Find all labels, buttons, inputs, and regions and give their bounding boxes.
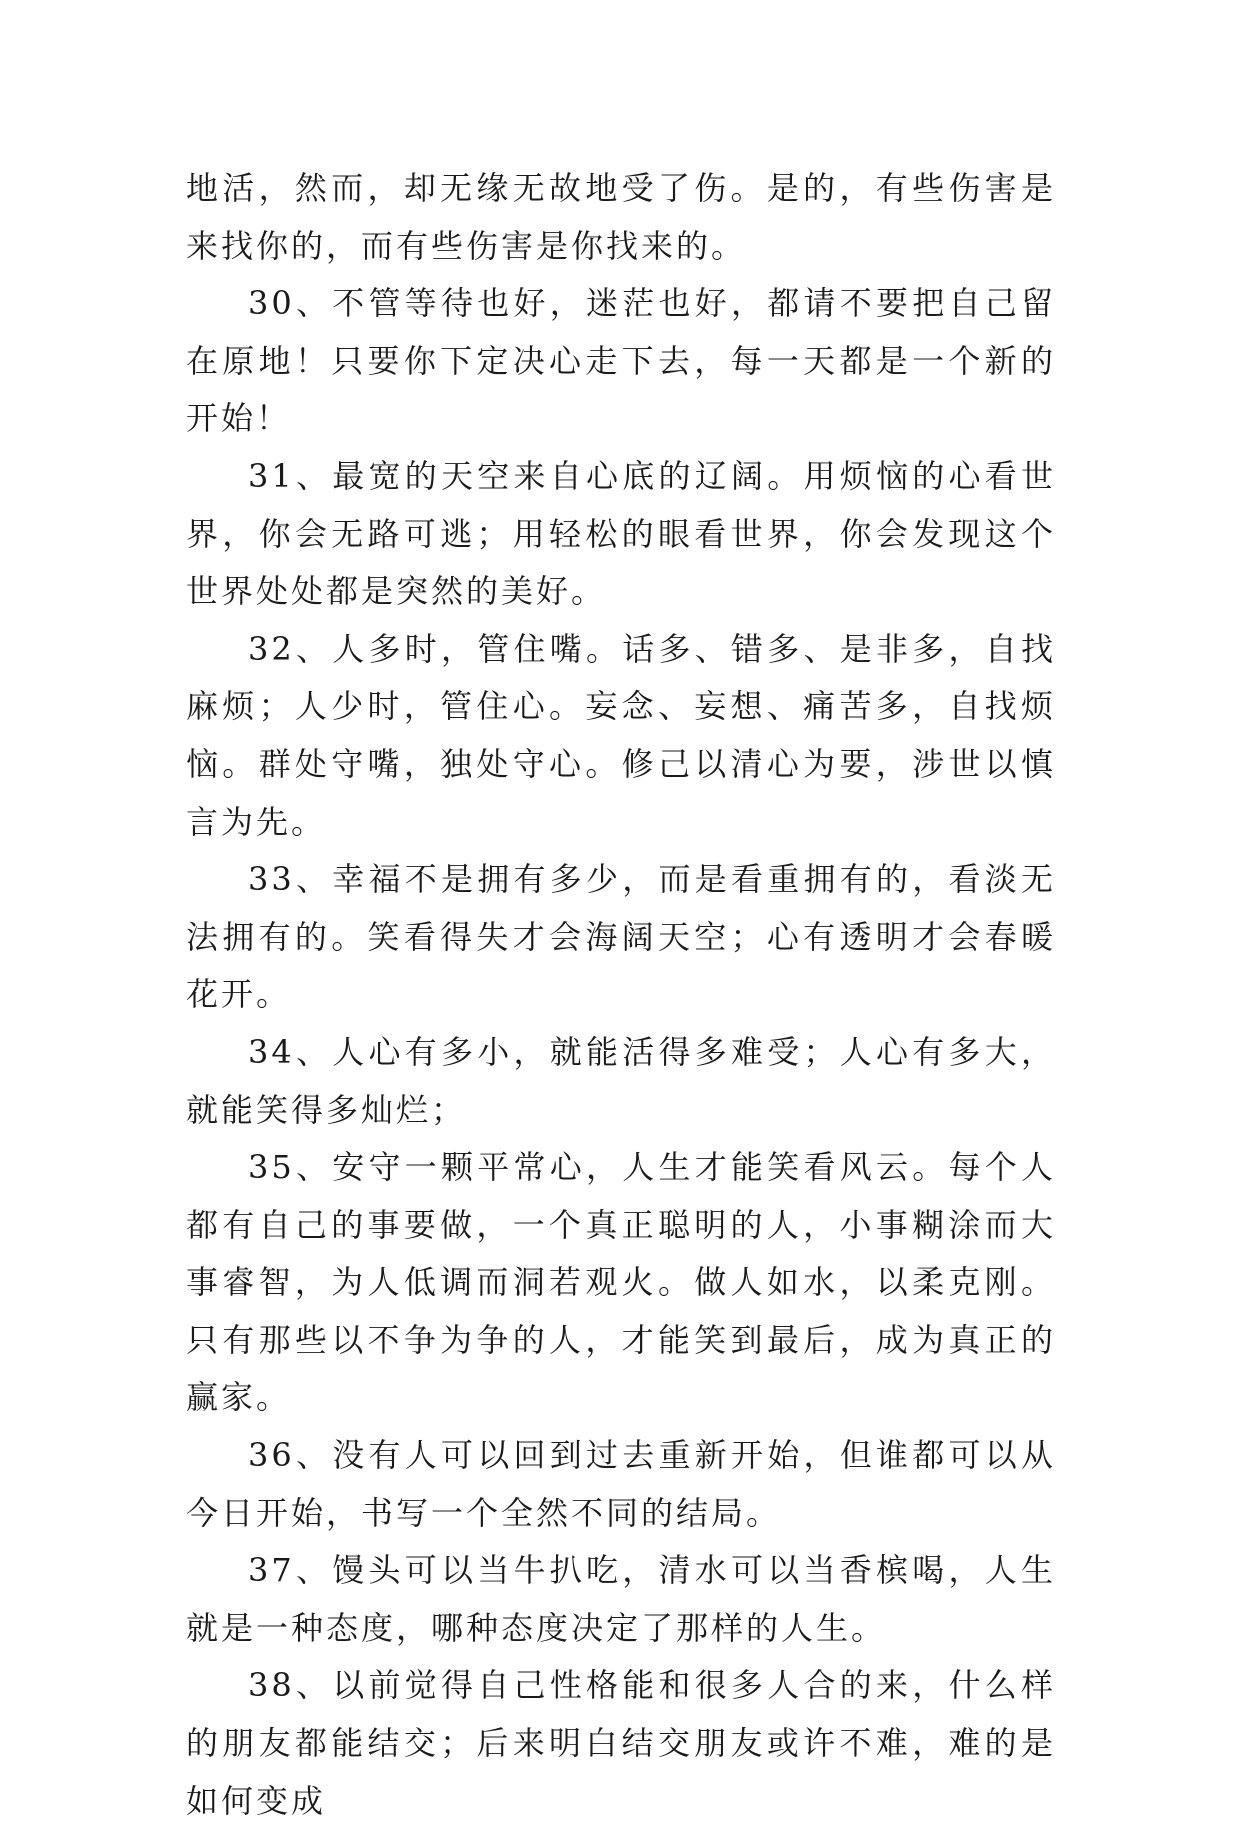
paragraph-37: 37、馒头可以当牛扒吃，清水可以当香槟喝，人生就是一种态度，哪种态度决定了那样的人生。 <box>186 1551 1056 1647</box>
paragraph-31: 31、最宽的天空来自心底的辽阔。用烦恼的心看世界，你会无路可逃；用轻松的眼看世界，你会发现这个世界处处都是突然的美好。 <box>186 456 1056 611</box>
paragraph-38: 38、以前觉得自己性格能和很多人合的来，什么样的朋友都能结交；后来明白结交朋友或许不难，难的是如何变成 <box>186 1666 1056 1820</box>
paragraph-35: 35、安守一颗平常心，人生才能笑看风云。每个人都有自己的事要做，一个真正聪明的人，小事糊涂而大事睿智，为人低调而洞若观火。做人如水，以柔克刚。只有那些以不争为争的人，才能笑到最后，成为真正的赢家。 <box>186 1148 1056 1417</box>
paragraph-33: 33、幸福不是拥有多少，而是看重拥有的，看淡无法拥有的。笑看得失才会海阔天空；心有透明才会春暖花开。 <box>186 860 1056 1014</box>
paragraph-continuation: 地活，然而，却无缘无故地受了伤。是的，有些伤害是来找你的，而有些伤害是你找来的。 <box>186 169 1056 265</box>
paragraph-32: 32、人多时，管住嘴。话多、错多、是非多，自找麻烦；人少时，管住心。妄念、妄想、痛苦多，自找烦恼。群处守嘴，独处守心。修己以清心为要，涉世以慎言为先。 <box>186 629 1056 841</box>
paragraph-34: 34、人心有多小，就能活得多难受；人心有多大，就能笑得多灿烂； <box>186 1032 1056 1129</box>
paragraph-36: 36、没有人可以回到过去重新开始，但谁都可以从今日开始，书写一个全然不同的结局。 <box>186 1436 1056 1532</box>
paragraph-30: 30、不管等待也好，迷茫也好，都请不要把自己留在原地！只要你下定决心走下去，每一天都是一个新的开始！ <box>186 284 1056 438</box>
document-body <box>186 160 1056 1830</box>
